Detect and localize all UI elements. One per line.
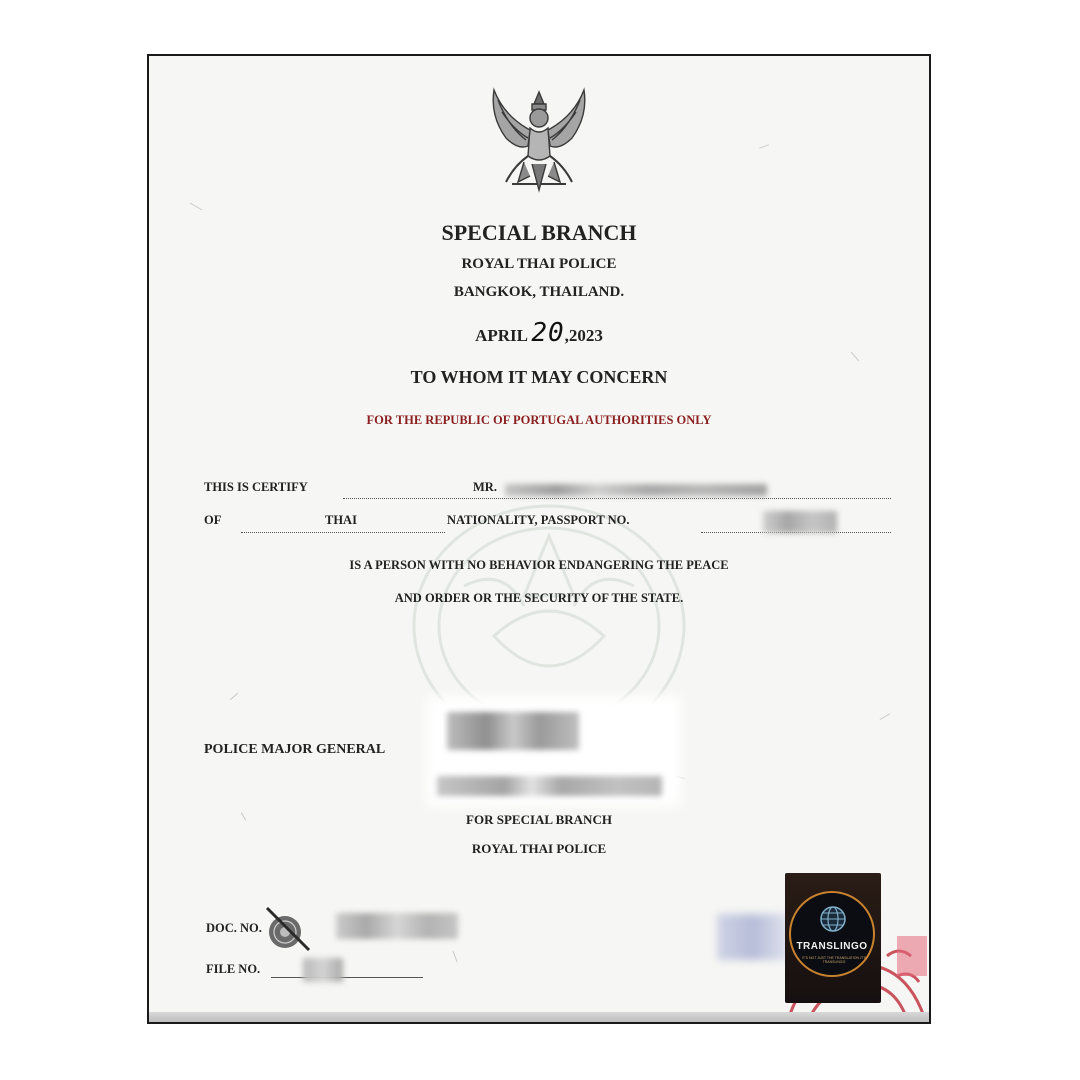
redacted-file-number [303,958,343,982]
mr-label: MR. [473,480,497,494]
office-location: BANGKOK, THAILAND. [453,284,625,300]
redacted-name [505,484,767,496]
certificate-document [147,54,931,1024]
doc-no-label: DOC. NO. [206,921,262,935]
date-year: ,2023 [564,326,603,345]
redacted-passport-number [763,511,837,533]
badge-brand-name: TRANSLINGO [796,941,868,952]
round-seal-icon [261,904,313,956]
scan-bottom-edge [149,1012,929,1022]
statement-line-2: AND ORDER OR THE SECURITY OF THE STATE. [394,591,684,605]
file-no-label: FILE NO. [206,962,261,976]
passport-label: NATIONALITY, PASSPORT NO. [447,513,630,527]
office-subtitle: ROYAL THAI POLICE [461,256,617,272]
date-day: 20 [531,318,565,348]
restriction-note: FOR THE REPUBLIC OF PORTUGAL AUTHORITIES ONLY [366,413,712,427]
redacted-doc-number [336,913,458,939]
redacted-signature [447,712,579,750]
redacted-signatory-name [437,776,662,796]
for-royal-thai-police: ROYAL THAI POLICE [471,841,607,856]
statement-line-1: IS A PERSON WITH NO BEHAVIOR ENDANGERING THE PEACE [349,558,729,572]
nationality-value: THAI [325,513,357,527]
signatory-rank: POLICE MAJOR GENERAL [204,742,386,757]
file-no-line [271,977,423,978]
of-label: OF [204,513,222,527]
issue-date [149,318,929,348]
translingo-badge [785,873,881,1003]
badge-circle [789,891,875,977]
salutation: TO WHOM IT MAY CONCERN [410,367,668,387]
date-month: APRIL [475,326,528,345]
certify-label: THIS IS CERTIFY [204,480,308,494]
badge-tagline: IT'S NOT JUST THE TRANSLATION IT'S TRANSLINGO [801,956,867,964]
for-special-branch: FOR SPECIAL BRANCH [466,812,612,827]
nationality-dotted-line [241,532,445,533]
office-title: SPECIAL BRANCH [441,220,637,245]
globe-icon [819,905,847,933]
name-dotted-line [343,498,891,499]
garuda-emblem-icon [484,86,594,198]
